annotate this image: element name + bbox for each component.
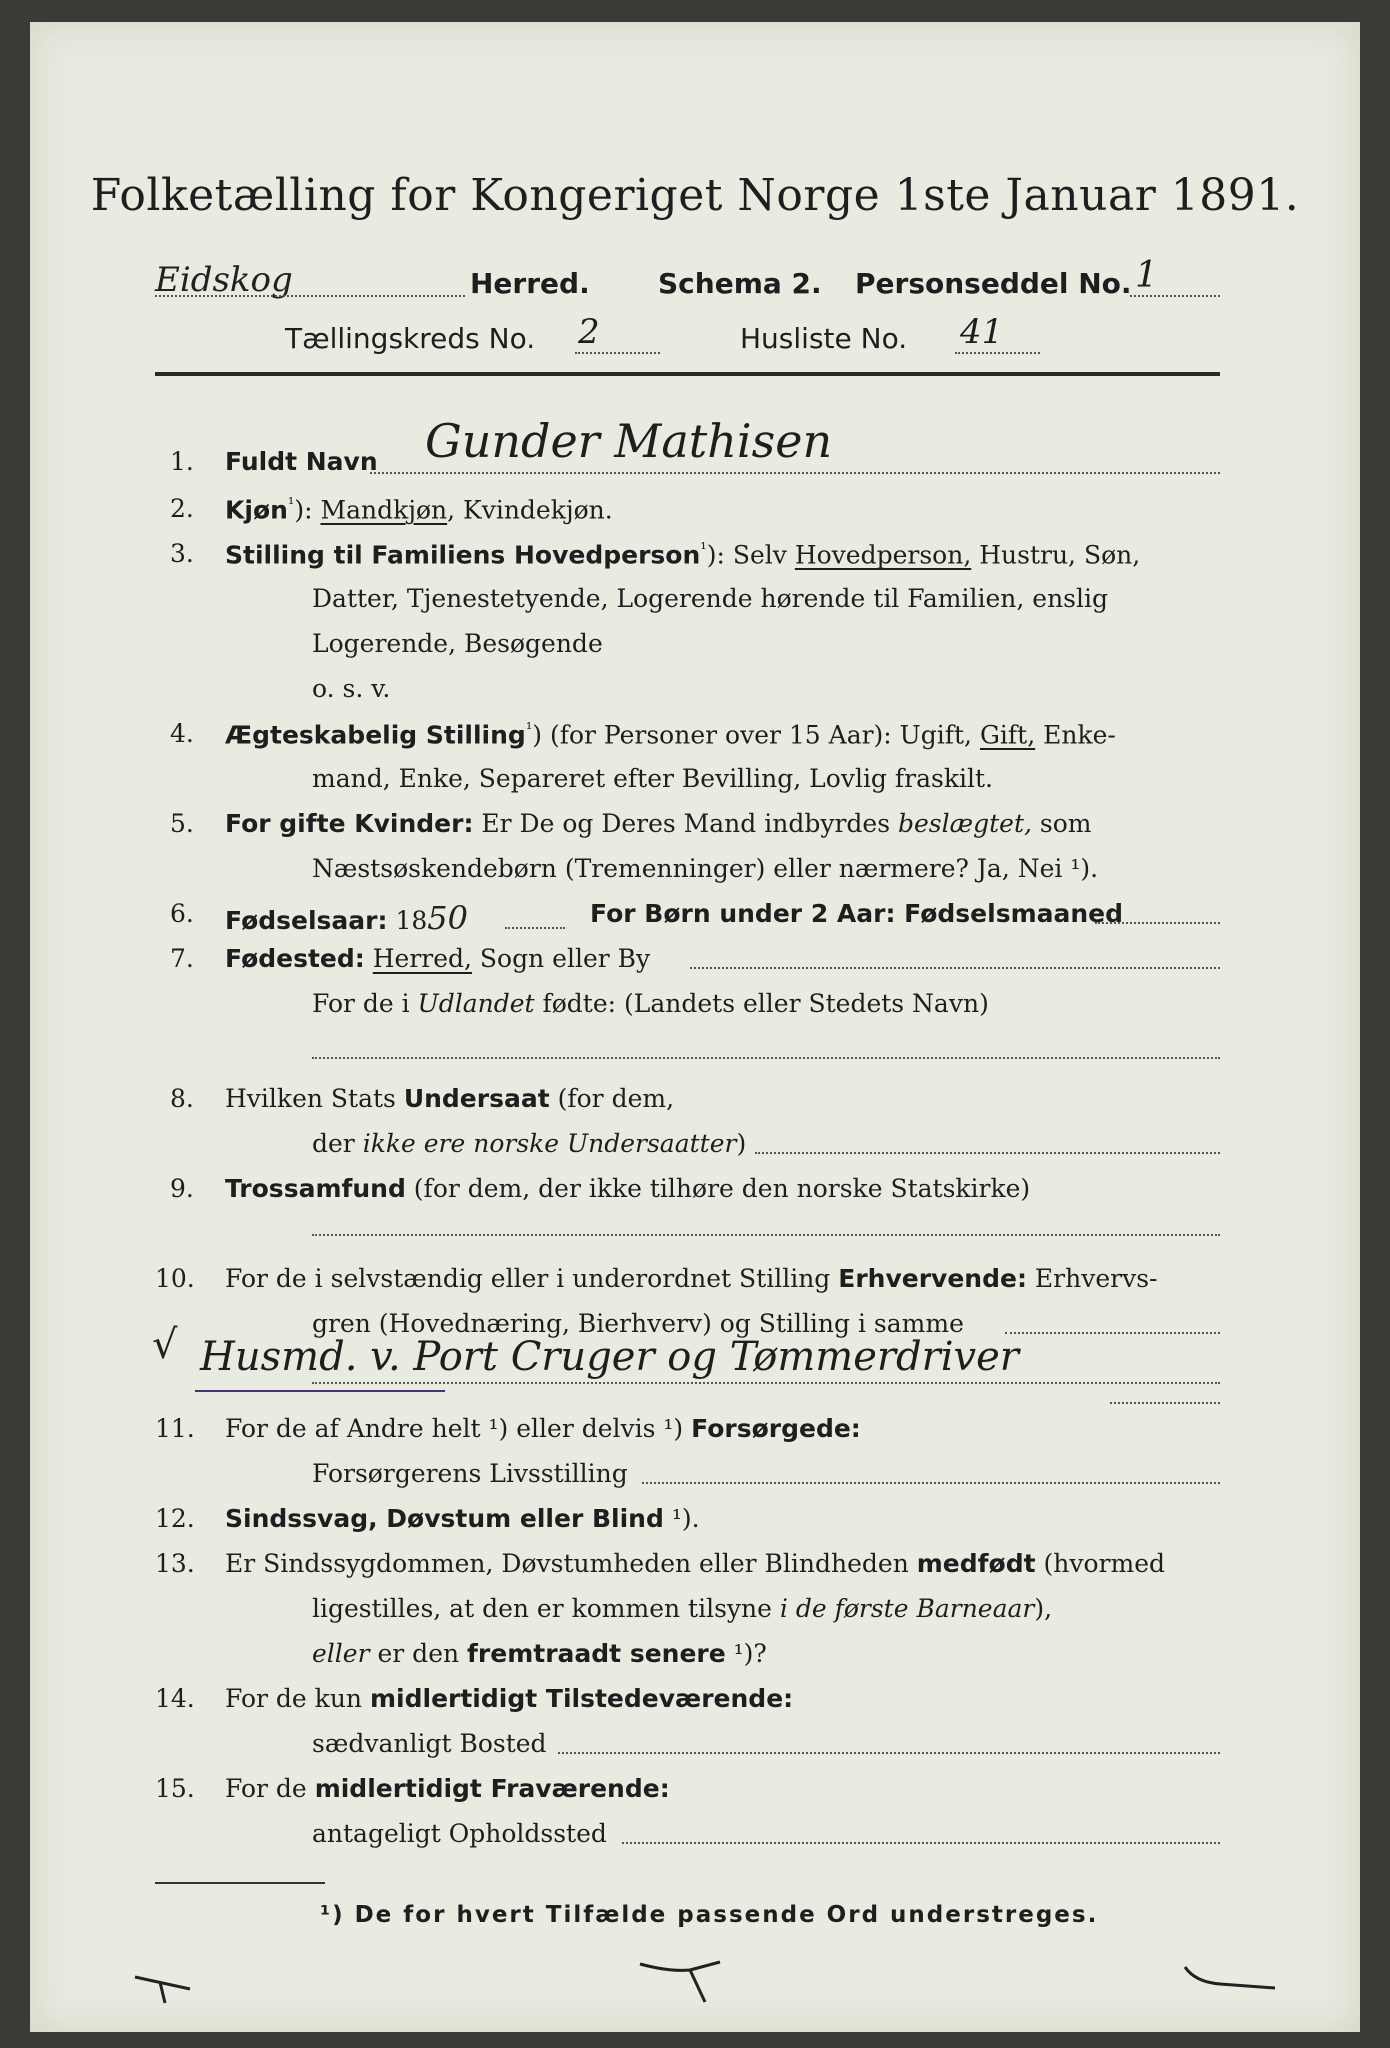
- q13-line2-a: ligestilles, at den er kommen tilsyne: [312, 1594, 780, 1623]
- personseddel-label: Personseddel No.: [855, 267, 1132, 300]
- q10-label: Erhvervende:: [838, 1264, 1027, 1293]
- q8-line2: [312, 1129, 746, 1158]
- q13-line2: [312, 1594, 1052, 1623]
- q14-line2: sædvanligt Bosted: [312, 1729, 547, 1758]
- q15-fill-line: [622, 1842, 1220, 1844]
- kreds-label: Tællingskreds No.: [285, 322, 536, 355]
- q13-line2-c: ),: [1034, 1594, 1053, 1623]
- q2-number: 2.: [170, 494, 194, 523]
- husliste-fill-line: [955, 352, 1040, 354]
- q1-label: Fuldt Navn: [225, 447, 378, 476]
- q4-text: [225, 719, 1116, 749]
- header-rule: [155, 372, 1220, 376]
- q13-line3: [312, 1639, 767, 1668]
- q2-sup: ¹: [287, 494, 295, 513]
- herred-label: Herred.: [470, 267, 590, 300]
- q7-label: Fødested:: [225, 944, 365, 973]
- q12-label: Sindssvag, Døvstum eller Blind: [225, 1504, 664, 1533]
- q10-a: For de i selvstændig eller i underordnet Stilling: [225, 1264, 839, 1293]
- husliste-label: Husliste No.: [740, 322, 908, 355]
- q10-text: [225, 1264, 1157, 1293]
- q7-number: 7.: [170, 944, 194, 973]
- q3-line2: Datter, Tjenestetyende, Logerende hørende til Familien, enslig: [312, 584, 1109, 613]
- q13-a: Er Sindssygdommen, Døvstumheden eller Blindheden: [225, 1549, 917, 1578]
- q9-text: [225, 1174, 1030, 1203]
- q5-number: 5.: [170, 809, 194, 838]
- q13-line3-italic: eller: [312, 1639, 370, 1668]
- q8-c: (for dem,: [549, 1084, 675, 1113]
- herred-fill-line: [155, 295, 465, 297]
- q6-text: [225, 899, 468, 937]
- q13-line3-label: fremtraadt senere: [467, 1639, 726, 1668]
- q15-line2: antageligt Opholdssted: [312, 1819, 607, 1848]
- schema-label: Schema 2.: [658, 267, 822, 300]
- q5-text: [225, 809, 1092, 838]
- q6-label: Fødselsaar:: [225, 906, 388, 935]
- q13-number: 13.: [155, 1549, 195, 1578]
- q10-number: 10.: [155, 1264, 195, 1293]
- q5-line2: Næstsøskendebørn (Tremenninger) eller nærmere? Ja, Nei ¹).: [312, 854, 1099, 883]
- q8-number: 8.: [170, 1084, 194, 1113]
- q2-rest: , Kvindekjøn.: [447, 495, 613, 525]
- census-form: [30, 22, 1360, 2032]
- q7-selected: Herred,: [372, 944, 472, 973]
- q7-fill-line: [690, 967, 1220, 969]
- q4-selected: Gift,: [979, 720, 1036, 750]
- q11-line2: Forsørgerens Livsstilling: [312, 1459, 628, 1488]
- q1-name-value: Gunder Mathisen: [425, 414, 833, 468]
- q7-rest: Sogn eller By: [471, 944, 651, 973]
- q13-c: (hvormed: [1035, 1549, 1165, 1578]
- herred-value: Eidskog: [155, 260, 293, 300]
- q8-fill-line: [755, 1152, 1220, 1154]
- husliste-value: 41: [960, 312, 1004, 352]
- q7-text: [225, 944, 650, 973]
- q9-rest: (for dem, der ikke tilhøre den norske Statskirke): [405, 1174, 1031, 1203]
- q11-fill-line: [642, 1482, 1220, 1484]
- q15-number: 15.: [155, 1774, 195, 1803]
- form-title: Folketælling for Kongeriget Norge 1ste Januar 1891.: [90, 170, 1300, 221]
- q1-number: 1.: [170, 447, 194, 476]
- q6-child-label: For Børn under 2 Aar: Fødselsmaaned: [590, 899, 1124, 928]
- q10-c: Erhvervs-: [1026, 1264, 1158, 1293]
- q3-rest: Hustru, Søn,: [971, 540, 1141, 570]
- q10-ink-underline: [195, 1390, 445, 1392]
- q8-text: [225, 1084, 674, 1113]
- q6-year-fill: [505, 927, 565, 929]
- q4-rest: Enke-: [1035, 720, 1116, 750]
- q10-occupation-value: Husmd. v. Port Cruger og Tømmerdriver: [200, 1334, 1019, 1380]
- q4-number: 4.: [170, 719, 194, 748]
- q5-italic: beslægtet,: [898, 809, 1032, 838]
- personseddel-value: 1: [1135, 255, 1158, 296]
- q4-sup: ¹: [525, 719, 533, 738]
- q7-fill-line2: [312, 1057, 1220, 1059]
- q15-label: midlertidigt Fraværende:: [314, 1774, 670, 1803]
- q11-text: [225, 1414, 861, 1443]
- q7-line2-a: For de i: [312, 989, 418, 1018]
- q1-fill-line: [370, 472, 1220, 474]
- q8-label: Undersaat: [403, 1084, 550, 1113]
- q13-line2-italic: i de første Barneaar: [779, 1594, 1035, 1623]
- q14-label: midlertidigt Tilstedeværende:: [369, 1684, 794, 1713]
- kreds-value: 2: [578, 312, 600, 352]
- q8-a: Hvilken Stats: [225, 1084, 404, 1113]
- q14-fill-line: [558, 1752, 1220, 1754]
- q10-fill-line3: [1110, 1402, 1220, 1404]
- q11-label: Forsørgede:: [691, 1414, 861, 1443]
- footnote-rule: [155, 1882, 325, 1884]
- q13-line3-b: er den: [369, 1639, 468, 1668]
- corner-mark-left: [130, 1967, 210, 2007]
- q12-text: [225, 1504, 700, 1533]
- q14-text: [225, 1684, 793, 1713]
- q6-prefix: 18: [387, 906, 428, 935]
- q4-label: Ægteskabelig Stilling: [225, 720, 526, 750]
- kreds-fill-line: [575, 352, 660, 354]
- q5-rest: som: [1031, 809, 1092, 838]
- corner-mark-right: [1180, 1962, 1290, 2002]
- q2-sep: ):: [294, 495, 321, 525]
- q2-selected: Mandkjøn: [320, 495, 448, 525]
- q13-label: medfødt: [916, 1549, 1036, 1578]
- q15-text: [225, 1774, 670, 1803]
- q12-number: 12.: [155, 1504, 195, 1533]
- q7-line2-italic: Udlandet: [417, 989, 535, 1018]
- q7-line2: [312, 989, 989, 1018]
- q3-line3: Logerende, Besøgende: [312, 629, 603, 658]
- q7-line2-c: fødte: (Landets eller Stedets Navn): [534, 989, 989, 1018]
- q8-line2-italic: ikke ere norske Undersaatter: [362, 1129, 737, 1158]
- q5-mid: Er De og Deres Mand indbyrdes: [473, 809, 898, 838]
- q11-a: For de af Andre helt ¹) eller delvis ¹): [225, 1414, 692, 1443]
- q10-check-mark: √: [152, 1322, 178, 1368]
- q8-line2-a: der: [312, 1129, 363, 1158]
- q9-number: 9.: [170, 1174, 194, 1203]
- q3-text: [225, 539, 1140, 569]
- q15-a: For de: [225, 1774, 315, 1803]
- q13-line3-d: ¹)?: [725, 1639, 767, 1668]
- q3-sup: ¹: [700, 539, 707, 558]
- q10-fill-line2: [312, 1382, 1220, 1384]
- footnote: ¹) De for hvert Tilfælde passende Ord understreges.: [320, 1902, 1099, 1928]
- q2-text: [225, 494, 613, 524]
- q10-fill-line: [1005, 1332, 1220, 1334]
- q11-number: 11.: [155, 1414, 195, 1443]
- q12-rest: ¹).: [663, 1504, 700, 1533]
- q3-number: 3.: [170, 539, 194, 568]
- herred-line: [155, 260, 293, 300]
- q13-text: [225, 1549, 1165, 1578]
- q14-a: For de kun: [225, 1684, 370, 1713]
- q8-line2-c: ): [736, 1129, 747, 1158]
- q3-selected: Hovedperson,: [794, 540, 972, 570]
- q6-number: 6.: [170, 899, 194, 928]
- q10-line2: gren (Hovednæring, Bierhverv) og Stilling i samme: [312, 1309, 964, 1338]
- q5-label: For gifte Kvinder:: [225, 809, 474, 838]
- q3-sep: ): Selv: [706, 540, 795, 570]
- q14-number: 14.: [155, 1684, 195, 1713]
- q4-sep: ) (for Personer over 15 Aar): Ugift,: [532, 720, 980, 750]
- q4-line2: mand, Enke, Separeret efter Bevilling, Lovlig fraskilt.: [312, 764, 993, 793]
- q6-year-value: 50: [427, 899, 468, 937]
- q2-label: Kjøn: [225, 495, 288, 525]
- q9-label: Trossamfund: [225, 1174, 406, 1203]
- personseddel-fill-line: [1130, 295, 1220, 297]
- q9-fill-line: [312, 1234, 1220, 1236]
- corner-mark-center: [630, 1952, 740, 2012]
- q3-label: Stilling til Familiens Hovedperson: [225, 540, 701, 570]
- q6-fill-line: [1095, 922, 1220, 924]
- q3-line4: o. s. v.: [312, 674, 391, 703]
